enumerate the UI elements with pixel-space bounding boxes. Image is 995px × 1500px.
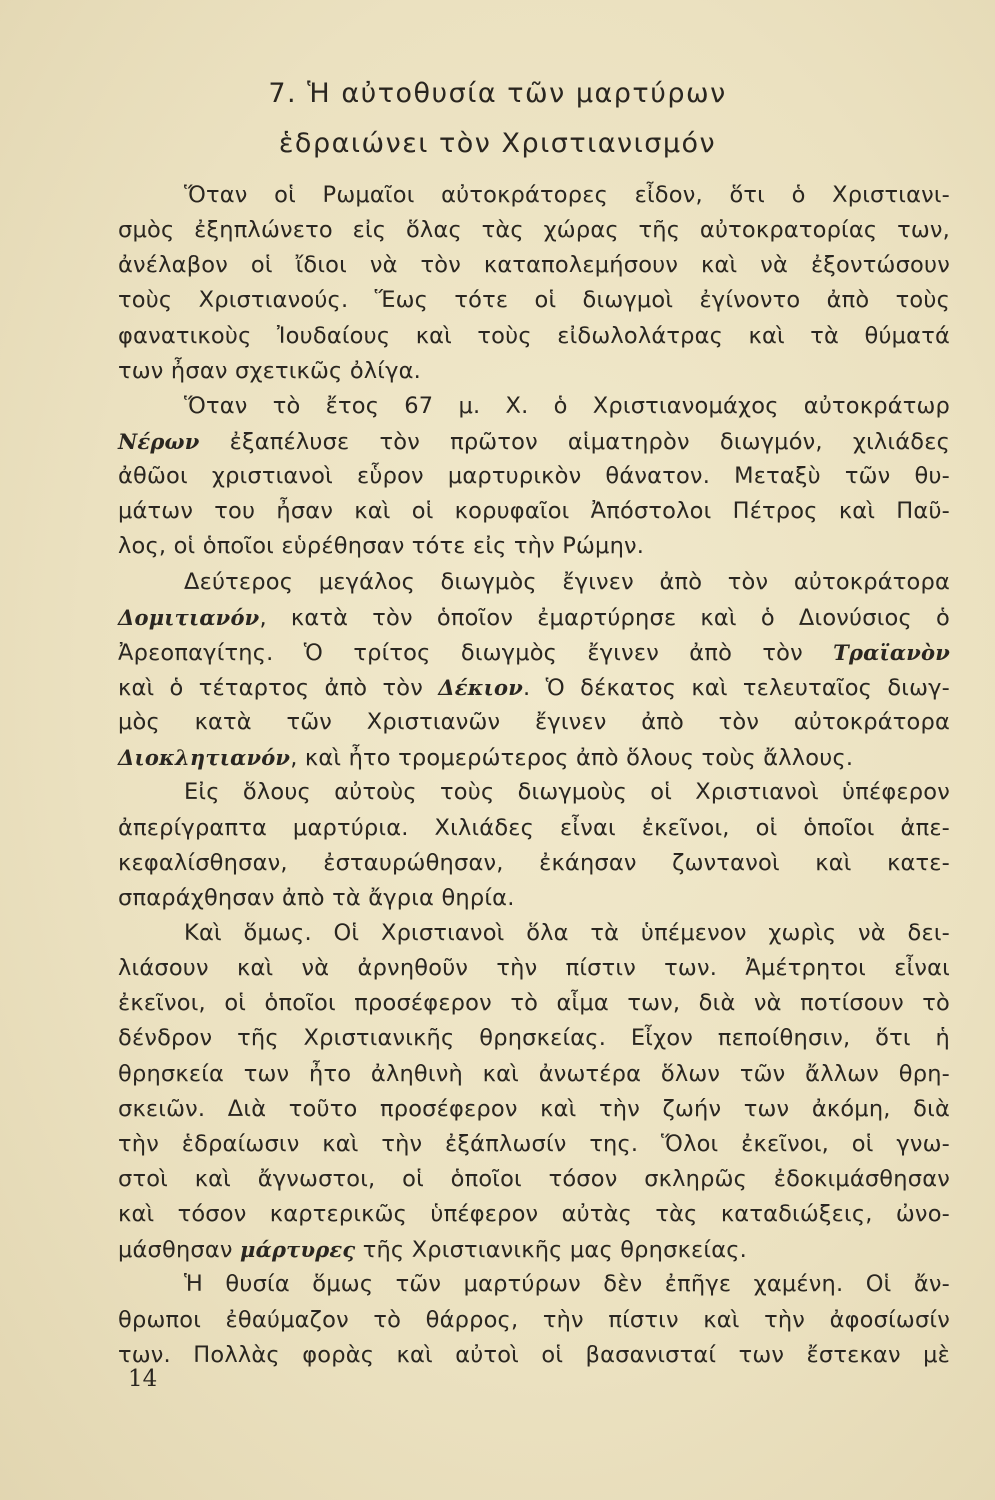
text-line — [118, 459, 950, 494]
text-segment: , καὶ ἦτο τρομερώτερος ἀπὸ ὅλους τοὺς ἄλλους. — [290, 745, 854, 772]
text-segment: λιάσουν καὶ νὰ ἀρνηθοῦν τὴν πίστιν των. Ἀμέτρητοι εἶναι — [118, 955, 950, 982]
text-line — [118, 1197, 950, 1232]
emphasized-name: Δέκιον — [438, 674, 524, 700]
text-line — [118, 1303, 950, 1338]
text-segment: Εἰς ὅλους αὐτοὺς τοὺς διωγμοὺς οἱ Χριστιανοὶ ὑπέφερον — [184, 779, 950, 806]
text-segment: τὴν ἑδραίωσιν καὶ τὴν ἐξάπλωσίν της. Ὅλοι ἐκεῖνοι, οἱ γνω- — [118, 1130, 950, 1157]
text-segment: . Ὁ δέκατος καὶ τελευταῖος διωγ- — [523, 674, 950, 701]
text-line — [118, 600, 950, 635]
text-segment: μάσθησαν — [118, 1237, 241, 1264]
text-segment: ἀθῶοι χριστιανοὶ εὗρον μαρτυρικὸν θάνατον. Μεταξὺ τῶν θυ- — [118, 463, 950, 490]
text-line — [118, 1267, 950, 1302]
text-segment: λος, οἱ ὁποῖοι εὑρέθησαν τότε εἰς τὴν Ρώμην. — [118, 533, 645, 560]
text-segment: δένδρον τῆς Χριστιανικῆς θρησκείας. Εἶχον πεποίθησιν, ὅτι ἡ — [118, 1025, 950, 1052]
text-line — [118, 565, 950, 600]
text-line — [118, 705, 950, 740]
text-segment: φανατικοὺς Ἰουδαίους καὶ τοὺς εἰδωλολάτρας καὶ τὰ θύματά — [118, 322, 950, 349]
text-line — [118, 1162, 950, 1197]
text-line — [118, 1021, 950, 1056]
text-segment: σπαράχθησαν ἀπὸ τὰ ἄγρια θηρία. — [118, 884, 515, 911]
text-segment: θρωποι ἐθαύμαζον τὸ θάρρος, τὴν πίστιν καὶ τὴν ἀφοσίωσίν — [118, 1306, 950, 1333]
text-segment: μάτων του ἦσαν καὶ οἱ κορυφαῖοι Ἀπόστολοι Πέτρος καὶ Παῦ- — [118, 498, 950, 525]
text-segment: στοὶ καὶ ἄγνωστοι, οἱ ὁποῖοι τόσον σκληρῶς ἐδοκιμάσθησαν — [118, 1165, 950, 1192]
text-segment: σμὸς ἐξηπλώνετο εἰς ὅλας τὰς χώρας τῆς αὐτοκρατορίας των, — [118, 217, 950, 244]
text-line — [118, 1092, 950, 1127]
page-number: 14 — [128, 1366, 158, 1392]
text-segment: ἀνέλαβον οἱ ἴδιοι νὰ τὸν καταπολεμήσουν καὶ νὰ ἐξοντώσουν — [118, 252, 950, 279]
text-segment: ἐκεῖνοι, οἱ ὁποῖοι προσέφερον τὸ αἷμα των, διὰ νὰ ποτίσουν τὸ — [118, 990, 950, 1017]
text-segment: Καὶ ὅμως. Οἱ Χριστιανοὶ ὅλα τὰ ὑπέμενον χωρὶς νὰ δει- — [184, 919, 950, 946]
emphasized-name: μάρτυρες — [240, 1237, 356, 1263]
text-line — [118, 916, 950, 951]
text-line — [118, 951, 950, 986]
text-line — [118, 1127, 950, 1162]
text-segment: Ἡ θυσία ὅμως τῶν μαρτύρων δὲν ἐπῆγε χαμένη. Οἱ ἄν- — [184, 1271, 950, 1298]
text-line — [118, 635, 950, 670]
text-segment: καὶ τόσον καρτερικῶς ὑπέφερον αὐτὰς τὰς καταδιώξεις, ὠνο- — [118, 1201, 950, 1228]
emphasized-name: Τραϊανὸν — [833, 639, 950, 665]
text-segment: των. Πολλὰς φορὰς καὶ αὐτοὶ οἱ βασανισταί των ἔστεκαν μὲ — [118, 1341, 950, 1368]
text-segment: Δεύτερος μεγάλος διωγμὸς ἔγινεν ἀπὸ τὸν αὐτοκράτορα — [184, 568, 950, 595]
text-line — [118, 986, 950, 1021]
text-line — [118, 494, 950, 529]
text-line — [118, 740, 950, 775]
body-text — [118, 178, 950, 1373]
text-segment: τῆς Χριστιανικῆς μας θρησκείας. — [355, 1237, 748, 1264]
text-line — [118, 1057, 950, 1092]
text-line — [118, 389, 950, 424]
text-line — [118, 319, 950, 354]
text-line — [118, 178, 950, 213]
text-segment: , κατὰ τὸν ὁποῖον ἐμαρτύρησε καὶ ὁ Διονύσιος ὁ — [259, 604, 950, 631]
text-line — [118, 881, 950, 916]
chapter-title-line-2: ἑδραιώνει τὸν Χριστιανισμόν — [278, 128, 717, 159]
text-line — [118, 670, 950, 705]
text-segment: κεφαλίσθησαν, ἐσταυρώθησαν, ἐκάησαν ζωντανοὶ καὶ κατε- — [118, 849, 950, 876]
text-segment: τοὺς Χριστιανούς. Ἕως τότε οἱ διωγμοὶ ἐγίνοντο ἀπὸ τοὺς — [118, 287, 950, 314]
text-segment: καὶ ὁ τέταρτος ἀπὸ τὸν — [118, 674, 439, 701]
text-segment: ἐξαπέλυσε τὸν πρῶτον αἱματηρὸν διωγμόν, χιλιάδες — [199, 428, 950, 455]
chapter-title-line-1: 7. Ἡ αὐτοθυσία τῶν μαρτύρων — [268, 78, 727, 109]
text-line — [118, 248, 950, 283]
text-line — [118, 213, 950, 248]
emphasized-name: Δομιτιανόν — [118, 604, 260, 630]
text-line — [118, 775, 950, 810]
text-segment: Ἀρεοπαγίτης. Ὁ τρίτος διωγμὸς ἔγινεν ἀπὸ τὸν — [118, 639, 834, 666]
text-segment: Ὅταν οἱ Ρωμαῖοι αὐτοκράτορες εἶδον, ὅτι ὁ Χριστιανι- — [184, 182, 950, 208]
text-line — [118, 354, 950, 389]
text-segment: σκειῶν. Διὰ τοῦτο προσέφερον καὶ τὴν ζωήν των ἀκόμη, διὰ — [118, 1095, 950, 1122]
text-line — [118, 529, 950, 564]
text-segment: ἀπερίγραπτα μαρτύρια. Χιλιάδες εἶναι ἐκεῖνοι, οἱ ὁποῖοι ἀπε- — [118, 814, 950, 841]
text-segment: Ὅταν τὸ ἔτος 67 μ. Χ. ὁ Χριστιανομάχος αὐτοκράτωρ — [184, 392, 950, 419]
text-line — [118, 283, 950, 318]
emphasized-name: Νέρων — [118, 428, 200, 454]
text-line — [118, 1338, 950, 1373]
text-segment: μὸς κατὰ τῶν Χριστιανῶν ἔγινεν ἀπὸ τὸν αὐτοκράτορα — [118, 709, 950, 736]
text-segment: θρησκεία των ἦτο ἀληθινὴ καὶ ἀνωτέρα ὅλων τῶν ἄλλων θρη- — [118, 1060, 950, 1087]
text-line — [118, 811, 950, 846]
text-segment: των ἦσαν σχετικῶς ὀλίγα. — [118, 357, 422, 384]
text-line — [118, 424, 950, 459]
emphasized-name: Διοκλητιανόν — [118, 745, 291, 771]
text-line — [118, 1232, 950, 1267]
text-line — [118, 846, 950, 881]
